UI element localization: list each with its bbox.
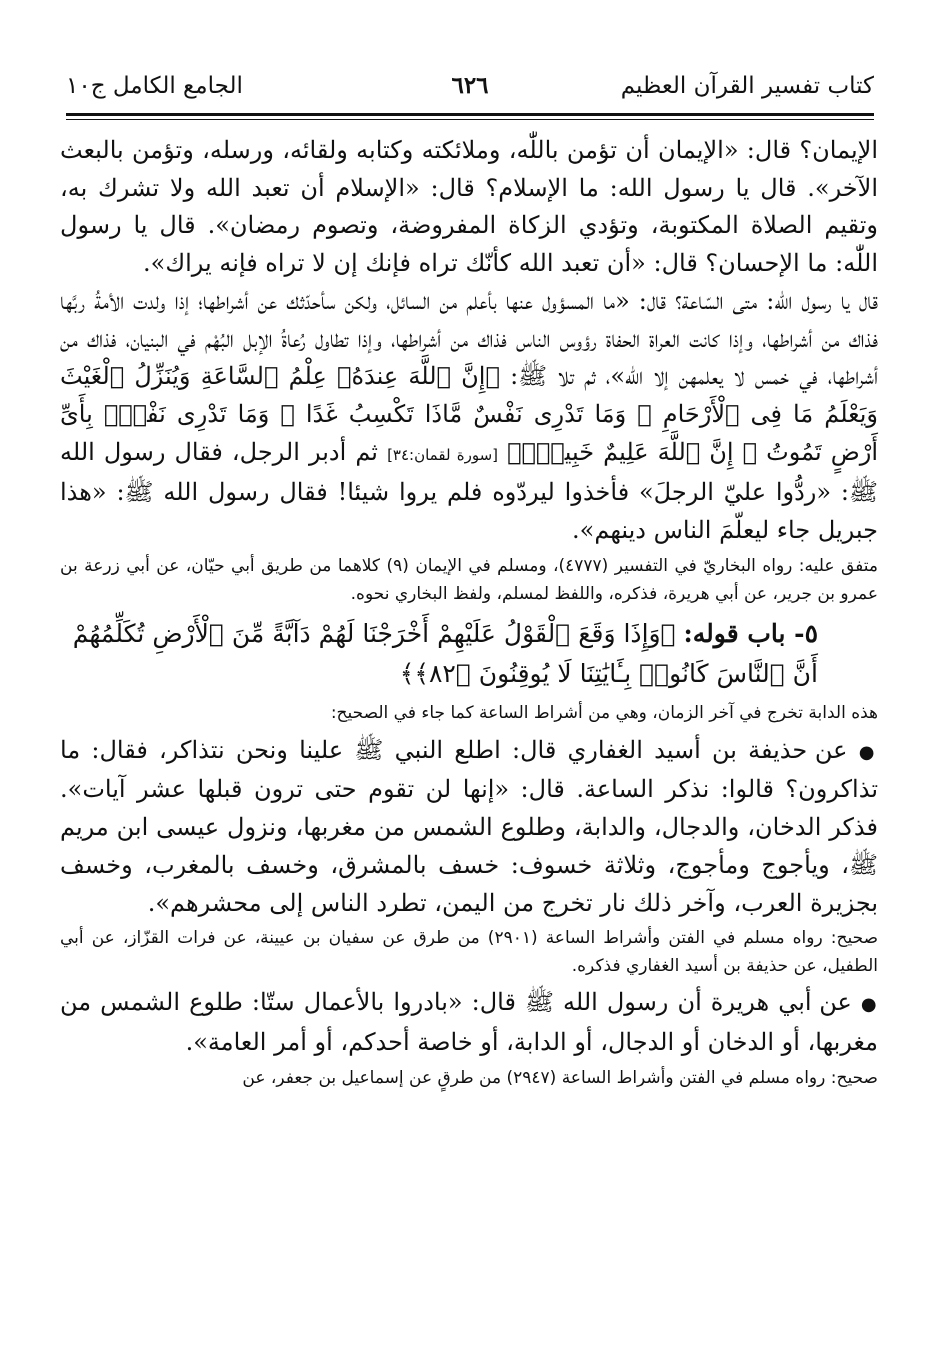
hadith-paragraph-1: الإيمان؟ قال: «الإيمان أن تؤمن باللّٰه، وملائكته وكتابه ولقائه، ورسله، وتؤمن بالبعث الآخر». قال يا رسول الله: ما الإسلام؟ قال: «الإسلام أن تعبد الله ولا تشرك به، وتقيم الصلاة المكتوبة، وتؤدي الزكاة المفروضة، وتصوم رمضان». قال يا رسول اللّٰه: ما الإحسان؟ قال: «أن تعبد الله كأنّك تراه فإنك إن لا تراه فإنه يراك». — [60, 136, 878, 278]
paragraph-2-text-before: قال يا رسول اللّٰه: متى السّاعة؟ قال: «ما المسؤول عنها بأعلم من السائل، ولكن سأحدّثك عن أشراطها؛ إذا ولدت الأمةُ ربَّها فذاك من أشراطها، وإذا كانت العراة الحفاة رؤوس الناس فذاك من أشراطها، وإذا تطاول رُعاةُ الإبل البُهْم في البنيان، فذاك من أشراطها، في خمس لا يعلمهن إلا اللّٰه»، ثم تلا ﷺ: — [60, 286, 878, 391]
header-rule-thin — [66, 119, 874, 120]
takhrij-note-2: صحيح: رواه مسلم في الفتن وأشراط الساعة (٢٩٠١) من طرق عن سفيان بن عيينة، عن فرات القزّاز، عن أبي الطفيل، عن حذيفة بن أسيد الغفاري فذكره. — [60, 928, 879, 977]
chapter-verse: ﴿وَإِذَا وَقَعَ ٱلْقَوْلُ عَلَيْهِمْ أَخْرَجْنَا لَهُمْ دَآبَّةً مِّنَ ٱلْأَرْضِ تُكَلِّمُهُمْ أَنَّ ٱلنَّاسَ كَانُوا۟ بِـَٔايَٰتِنَا لَا يُوقِنُونَ ﴿٨٢﴾﴾ — [72, 618, 818, 688]
paragraph-2-text-after: ثم أدبر الرجل، فقال رسول الله ﷺ: «ردُّوا عليّ الرجلَ» فأخذوا ليردّوه فلم يروا شيئا! فقال رسول الله ﷺ: «هذا جبريل جاء ليعلّمَ الناس دينهم». — [60, 437, 878, 545]
page-body — [60, 132, 878, 1096]
paragraph-4-text: عن أبي هريرة أن رسول الله ﷺ قال: «بادروا بالأعمال ستّا: طلوع الشمس من مغربها، أو الدخان أو الدجال، أو الدابة، أو خاصة أحدكم، أو أمر العامة». — [60, 988, 878, 1056]
chapter-heading — [60, 614, 878, 694]
bullet-icon: ● — [858, 741, 878, 763]
hadith-paragraph-3 — [60, 732, 878, 923]
takhrij-note-1: متفق عليه: رواه البخاريّ في التفسير (٤٧٧٧)، ومسلم في الإيمان (٩) كلاهما من طريق أبي حيّان، عن أبي زرعة بن عمرو بن جرير، عن أبي هريرة، فذكره، واللفظ لمسلم، ولفظ البخاري نحوه. — [60, 555, 878, 604]
quran-reference: [سورة لقمان:٣٤] — [387, 445, 499, 464]
header-rule-thick — [66, 113, 874, 116]
page-header — [66, 66, 874, 106]
page-number: ٦٢٦ — [451, 72, 489, 99]
chapter-number: ٥- باب قوله: — [683, 618, 818, 648]
chapter-intro: هذه الدابة تخرج في آخر الزمان، وهي من أشراط الساعة كما جاء في الصحيح: — [330, 702, 878, 723]
hadith-paragraph-2 — [60, 283, 878, 550]
takhrij-note-3: صحيح: رواه مسلم في الفتن وأشراط الساعة (٢٩٤٧) من طرقٍ عن إسماعيل بن جعفر، عن — [242, 1067, 878, 1088]
quran-verse: ﴿إِنَّ ٱللَّهَ عِندَهُۥ عِلْمُ ٱلسَّاعَةِ وَيُنَزِّلُ ٱلْغَيْثَ وَيَعْلَمُ مَا فِى ٱلْأَرْحَامِ ۖ وَمَا تَدْرِى نَفْسٌ مَّاذَا تَكْسِبُ غَدًا ۖ وَمَا تَدْرِى نَفْسٌۢ بِأَىِّ أَرْضٍ تَمُوتُ ۚ إِنَّ ٱللَّهَ عَلِيمٌ خَبِيرٌۢ﴾ — [60, 362, 878, 466]
book-title: كتاب تفسير القرآن العظيم — [620, 73, 874, 99]
hadith-paragraph-4 — [60, 984, 878, 1061]
paragraph-3-text: عن حذيفة بن أسيد الغفاري قال: اطلع النبي ﷺ علينا ونحن نتذاكر، فقال: ما تذاكرون؟ قالوا: نذكر الساعة. قال: «إنها لن تقوم حتى ترون قبلها عشر آيات». فذكر الدخان، والدجال، والدابة، وطلوع الشمس من مغربها، ونزول عيسى ابن مريم ﷺ، ويأجوج ومأجوج، وثلاثة خسوف: خسف بالمشرق، وخسف بالمغرب، وخسف بجزيرة العرب، وآخر ذلك نار تخرج من اليمن، تطرد الناس إلى محشرهم». — [60, 735, 879, 917]
bullet-icon: ● — [860, 994, 878, 1016]
volume-title: الجامع الكامل ج١٠ — [66, 73, 243, 99]
